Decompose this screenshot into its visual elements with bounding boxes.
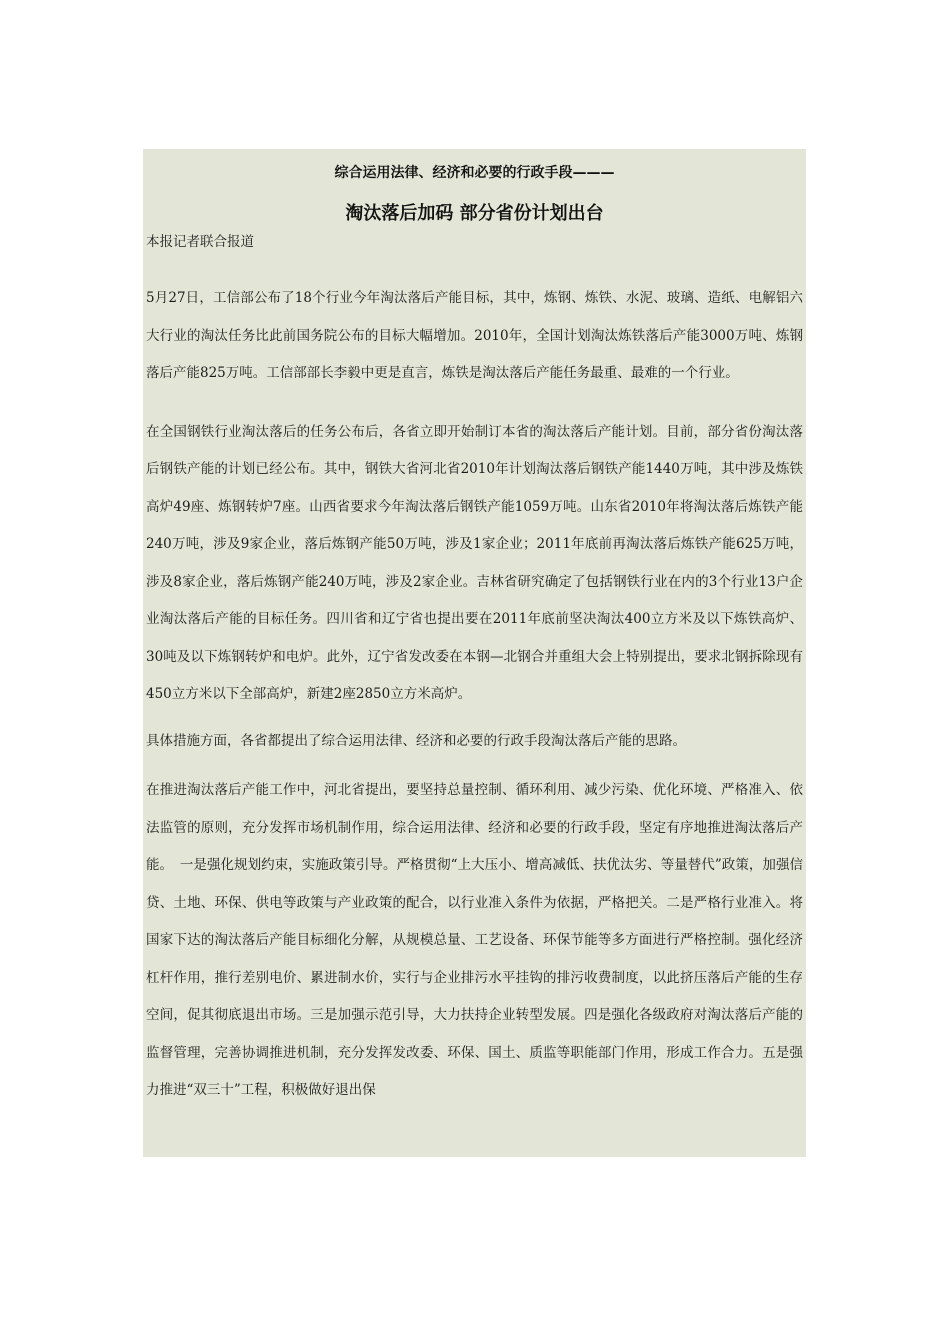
article-body — [143, 149, 806, 1157]
article-kicker: 综合运用法律、经济和必要的行政手段——— — [334, 165, 615, 181]
article-byline: 本报记者联合报道 — [146, 234, 254, 250]
article-paragraph: 在全国钢铁行业淘汰落后的任务公布后，各省立即开始制订本省的淘汰落后产能计划。目前，部分省份淘汰落后钢铁产能的计划已经公布。其中，钢铁大省河北省2010年计划淘汰落后钢铁产能1440万吨，其中涉及炼铁高炉49座、炼钢转炉7座。山西省要求今年淘汰落后钢铁产能1059万吨。山东省2010年将淘汰落后炼铁产能240万吨，涉及9家企业，落后炼钢产能50万吨，涉及1家企业；2011年底前再淘汰落后炼铁产能625万吨，涉及8家企业，落后炼钢产能240万吨，涉及2家企业。吉林省研究确定了包括钢铁行业在内的3个行业13户企业淘汰落后产能的目标任务。四川省和辽宁省也提出要在2011年底前坚决淘汰400立方米及以下炼铁高炉、30吨及以下炼钢转炉和电炉。此外，辽宁省发改委在本钢—北钢合并重组大会上特别提出，要求北钢拆除现有450立方米以下全部高炉，新建2座2850立方米高炉。 — [146, 423, 803, 702]
article-paragraph: 5月27日，工信部公布了18个行业今年淘汰落后产能目标，其中，炼钢、炼铁、水泥、玻璃、造纸、电解铝六大行业的淘汰任务比此前国务院公布的目标大幅增加。2010年，全国计划淘汰炼铁落后产能3000万吨、炼钢落后产能825万吨。工信部部长李毅中更是直言，炼铁是淘汰落后产能任务最重、最难的一个行业。 — [146, 290, 803, 381]
article-headline: 淘汰落后加码 部分省份计划出台 — [345, 203, 604, 224]
article-paragraph: 在推进淘汰落后产能工作中，河北省提出，要坚持总量控制、循环利用、减少污染、优化环境、严格准入、依法监管的原则，充分发挥市场机制作用，综合运用法律、经济和必要的行政手段，坚定有序地推进淘汰落后产能。 一是强化规划约束，实施政策引导。严格贯彻“上大压小、增高减低、扶优汰劣、等量替代”政策，加强信贷、土地、环保、供电等政策与产业政策的配合，以行业准入条件为依据，严格把关。二是严格行业准入。将国家下达的淘汰落后产能目标细化分解，从规模总量、工艺设备、环保节能等多方面进行严格控制。强化经济杠杆作用，推行差别电价、累进制水价，实行与企业排污水平挂钩的排污收费制度，以此挤压落后产能的生存空间，促其彻底退出市场。三是加强示范引导，大力扶持企业转型发展。四是强化各级政府对淘汰落后产能的监督管理，完善协调推进机制，充分发挥发改委、环保、国土、质监等职能部门作用，形成工作合力。五是强力推进“双三十”工程，积极做好退出保 — [146, 782, 803, 1098]
article-paragraph: 具体措施方面，各省都提出了综合运用法律、经济和必要的行政手段淘汰落后产能的思路。 — [146, 732, 686, 749]
